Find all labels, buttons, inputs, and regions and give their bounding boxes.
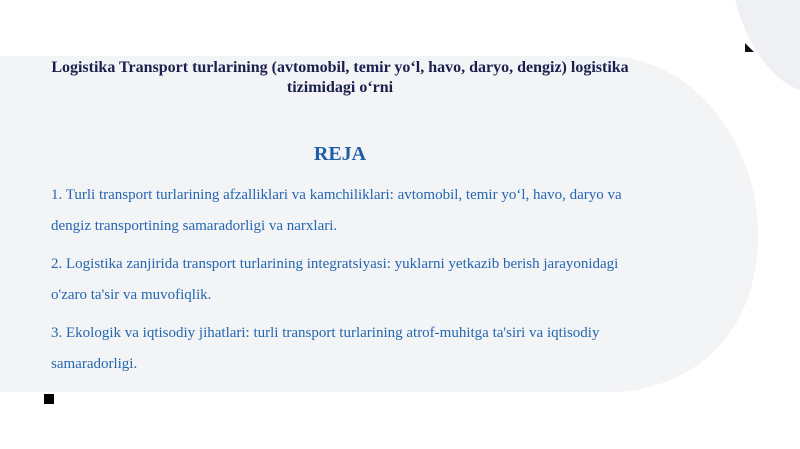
section-heading: REJA bbox=[313, 143, 367, 165]
top-right-decor bbox=[660, 0, 800, 90]
corner-triangle-icon bbox=[745, 43, 754, 52]
list-item: 2. Logistika zanjirida transport turlarining integratsiyasi: yuklarni yetkazib berish jarayonidagi o'zaro ta'sir va muvofiqlik. bbox=[51, 256, 619, 303]
square-bullet-icon bbox=[44, 394, 54, 404]
slide-title: Logistika Transport turlarining (avtomobil, temir yo‘l, havo, daryo, dengiz) logistika tizimidagi o‘rni bbox=[51, 59, 629, 96]
list-item: 3. Ekologik va iqtisodiy jihatlari: turli transport turlarining atrof-muhitga ta'siri va iqtisodiy samaradorligi. bbox=[51, 325, 600, 372]
plan-list bbox=[51, 180, 641, 387]
list-item: 1. Turli transport turlarining afzalliklari va kamchiliklari: avtomobil, temir yo‘l, havo, daryo va dengiz transportining samaradorligi va narxlari. bbox=[51, 187, 622, 234]
